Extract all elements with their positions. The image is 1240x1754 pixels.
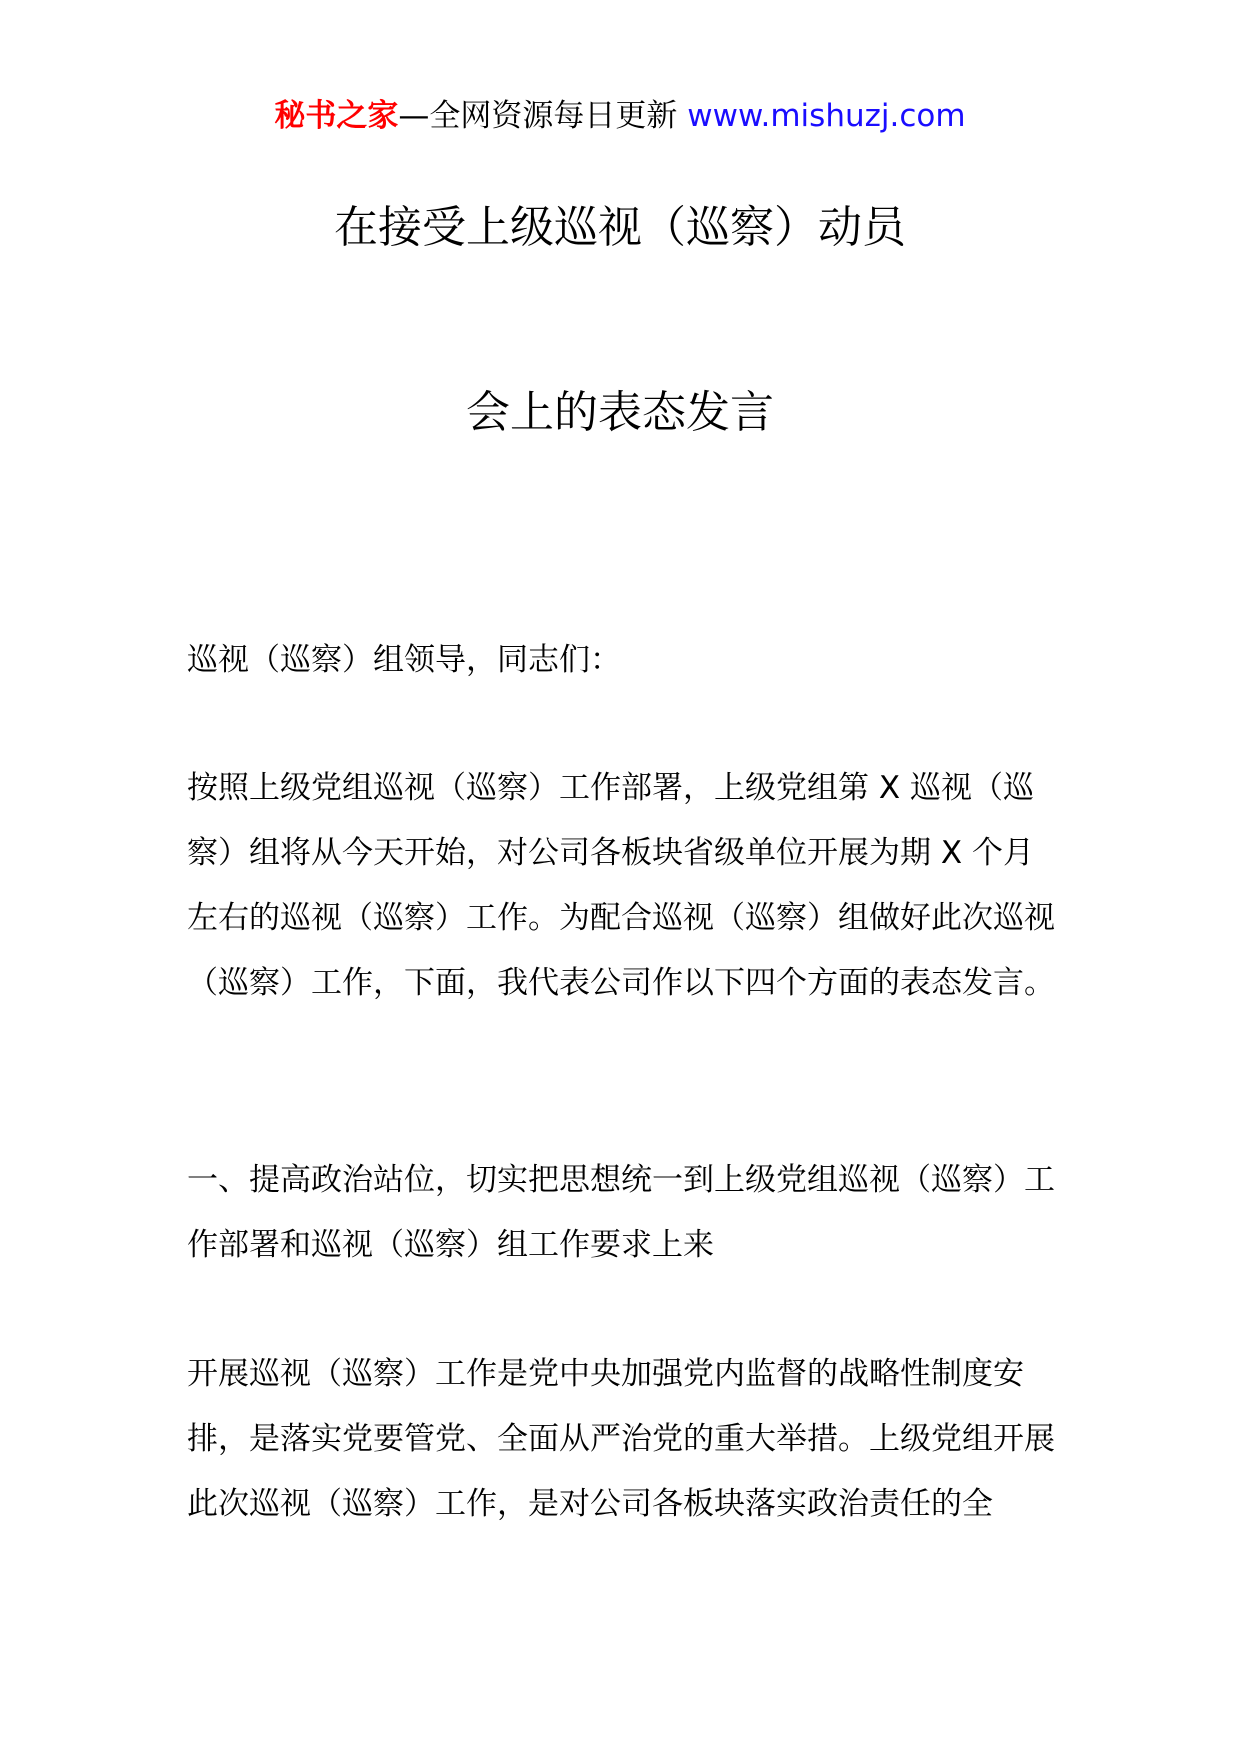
brand-name: 秘书之家	[274, 98, 399, 134]
section-heading-1: 一、提高政治站位，切实把思想统一到上级党组巡视（巡察）工作部署和巡视（巡察）组工作要求上来	[187, 1162, 1055, 1263]
header-tagline: —全网资源每日更新	[398, 98, 678, 134]
paragraph-section-1: 开展巡视（巡察）工作是党中央加强党内监督的战略性制度安排，是落实党要管党、全面从严治党的重大举措。上级党组开展此次巡视（巡察）工作，是对公司各板块落实政治责任的全	[187, 1356, 1055, 1522]
site-url-link[interactable]: www.mishuzj.com	[687, 98, 966, 134]
document-title-line-1: 在接受上级巡视（巡察）动员	[334, 202, 906, 253]
document-title-line-2: 会上的表态发言	[466, 387, 774, 438]
salutation: 巡视（巡察）组领导，同志们：	[187, 642, 621, 678]
site-header	[0, 96, 1240, 136]
paragraph-intro: 按照上级党组巡视（巡察）工作部署，上级党组第 X 巡视（巡察）组将从今天开始，对公司各板块省级单位开展为期 X 个月左右的巡视（巡察）工作。为配合巡视（巡察）组做好此次巡视（巡察）工作，下面，我代表公司作以下四个方面的表态发言。	[187, 770, 1055, 1001]
